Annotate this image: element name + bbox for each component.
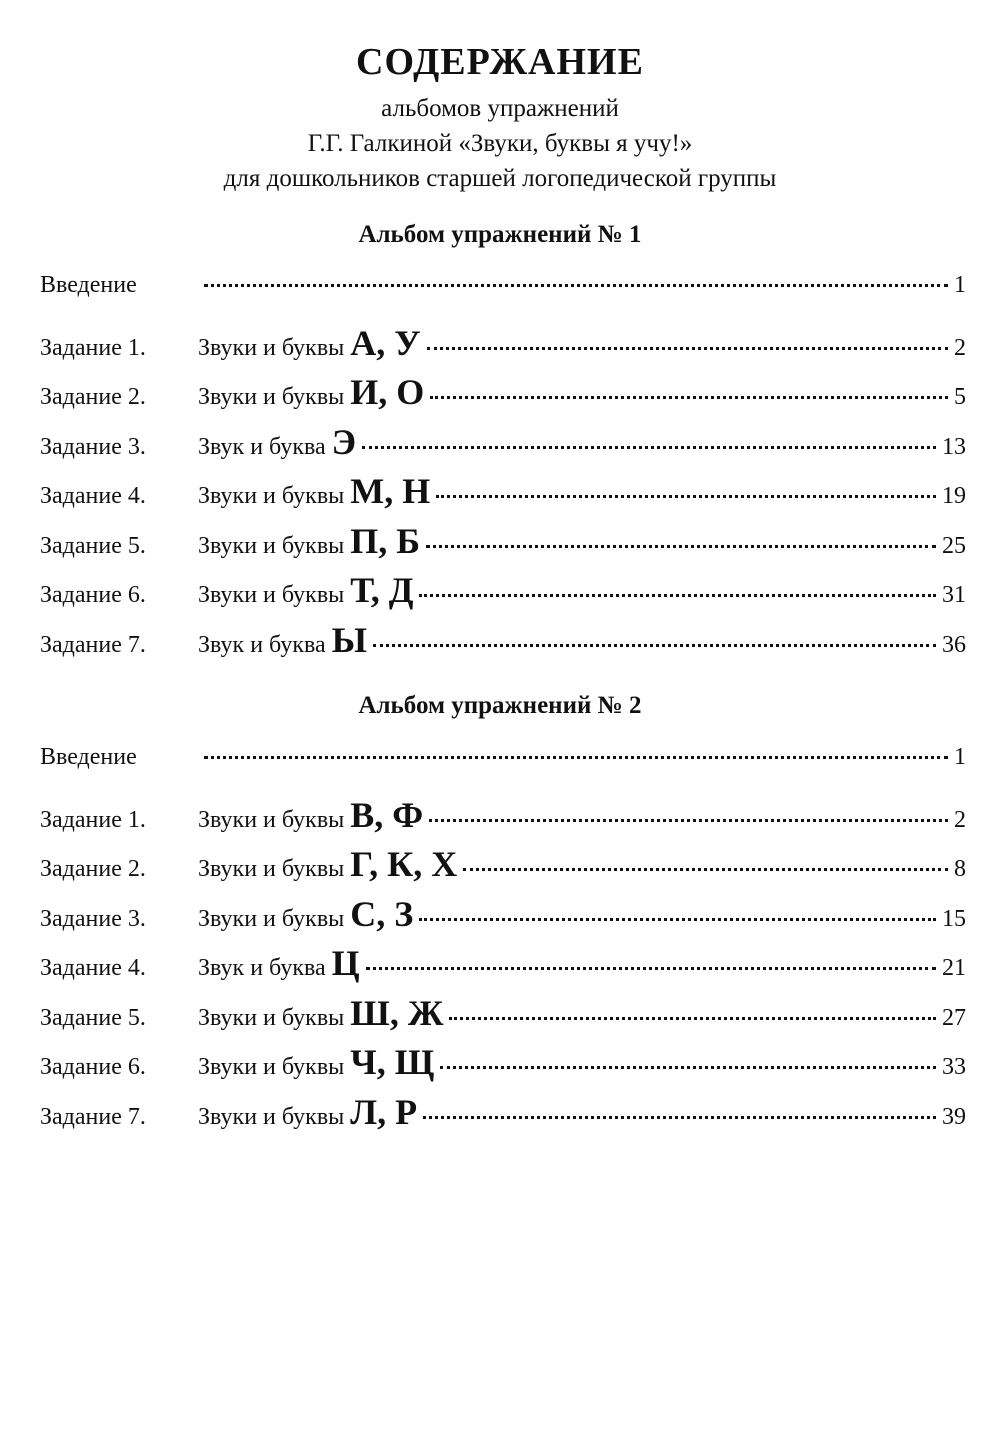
toc-entry-task: Задание 5. [40, 532, 146, 559]
toc-entry-task: Задание 1. [40, 806, 146, 833]
dot-leader [419, 918, 936, 921]
toc-entry-topic: Звуки и буквы [198, 856, 345, 882]
toc-entry-page-number: 13 [942, 433, 966, 460]
toc-entry-letters: С, З [350, 893, 414, 934]
dot-leader [429, 819, 948, 822]
toc-entry-page-number: 39 [942, 1103, 966, 1130]
toc-entry [40, 272, 966, 322]
toc-entry-letters: П, Б [350, 520, 421, 561]
toc-entry-task: Задание 2. [40, 384, 146, 410]
toc-entry-page-number: 27 [942, 1004, 966, 1031]
toc-entry-topic: Звуки и буквы [198, 384, 345, 410]
toc-entry-letters: Ы [331, 619, 368, 660]
dot-leader [440, 1066, 936, 1069]
toc-entry-page-number: 36 [942, 631, 966, 658]
toc-entry-page-number: 33 [942, 1054, 966, 1080]
toc-entry-page-number: 1 [954, 272, 966, 298]
toc-entry [40, 843, 966, 893]
toc-entry-task: Задание 5. [40, 1004, 146, 1031]
toc-entry-page-number: 15 [942, 905, 966, 932]
toc-entry-topic: Звуки и буквы [198, 582, 345, 608]
toc-entry-page-number: 25 [942, 532, 966, 559]
album-2-toc [40, 744, 966, 1140]
toc-entry-task: Задание 2. [40, 856, 146, 882]
toc-entry-topic: Звук и буква [198, 631, 326, 658]
toc-entry [40, 893, 966, 943]
toc-entry-page-number: 5 [954, 384, 966, 410]
toc-entry-page-number: 19 [942, 483, 966, 509]
album-2-heading: Альбом упражнений № 2 [358, 692, 642, 719]
album-1-toc [40, 272, 966, 668]
toc-entry [40, 470, 966, 520]
toc-entry-topic: Звуки и буквы [198, 1103, 345, 1130]
toc-entry-task: Задание 4. [40, 955, 146, 981]
toc-entry-letters: И, О [350, 372, 425, 412]
toc-entry-letters: Э [331, 421, 357, 462]
dot-leader [430, 396, 948, 399]
dot-leader [426, 545, 936, 548]
toc-entry-letters: А, У [350, 322, 421, 363]
toc-entry-task: Задание 7. [40, 1103, 146, 1130]
toc-entry [40, 421, 966, 471]
album-1-heading: Альбом упражнений № 1 [358, 221, 642, 248]
toc-entry-page-number: 2 [954, 334, 966, 361]
toc-entry-letters: Ц [331, 943, 360, 983]
dot-leader [427, 347, 948, 350]
toc-entry-page-number: 8 [954, 856, 966, 882]
toc-entry-letters: Т, Д [350, 570, 414, 610]
toc-entry-page-number: 21 [942, 955, 966, 981]
subtitle-line-3: для дошкольников старшей логопедической группы [223, 165, 777, 192]
toc-entry-page-number: 1 [954, 744, 966, 770]
toc-entry [40, 1091, 966, 1141]
dot-leader [419, 594, 936, 597]
dot-leader [373, 644, 936, 647]
toc-entry [40, 520, 966, 570]
dot-leader [463, 868, 948, 871]
toc-entry-task: Введение [40, 744, 137, 770]
subtitle-line-2: Г.Г. Галкиной «Звуки, буквы я учу!» [307, 130, 693, 157]
dot-leader [204, 284, 948, 287]
toc-entry-topic: Звуки и буквы [198, 806, 345, 833]
toc-entry [40, 794, 966, 844]
dot-leader [423, 1116, 936, 1119]
toc-entry-task: Задание 1. [40, 334, 146, 361]
dot-leader [362, 446, 936, 449]
toc-entry-letters: Ч, Щ [350, 1042, 435, 1082]
dot-leader [366, 967, 936, 970]
dot-leader [449, 1017, 936, 1020]
toc-entry-page-number: 2 [954, 806, 966, 833]
toc-entry-topic: Звуки и буквы [198, 483, 345, 509]
toc-entry-letters: М, Н [350, 471, 431, 511]
toc-entry-task: Задание 4. [40, 483, 146, 509]
toc-entry-topic: Звуки и буквы [198, 532, 345, 559]
toc-entry-task: Задание 3. [40, 905, 146, 932]
toc-entry [40, 371, 966, 421]
dot-leader [436, 495, 936, 498]
toc-entry-task: Задание 3. [40, 433, 146, 460]
toc-entry-letters: Ш, Ж [350, 992, 444, 1033]
toc-entry [40, 322, 966, 372]
toc-entry-letters: Л, Р [350, 1091, 418, 1132]
dot-leader [204, 756, 948, 759]
page-title: СОДЕРЖАНИЕ [356, 41, 644, 83]
toc-entry-topic: Звук и буква [198, 955, 326, 981]
subtitle-line-1: альбомов упражнений [381, 95, 619, 122]
toc-entry-letters: В, Ф [350, 794, 424, 835]
toc-entry-page-number: 31 [942, 582, 966, 608]
toc-entry [40, 619, 966, 669]
toc-entry [40, 942, 966, 992]
toc-entry-topic: Звуки и буквы [198, 1004, 345, 1031]
toc-entry-topic: Звуки и буквы [198, 1054, 345, 1080]
toc-entry [40, 744, 966, 794]
toc-entry-letters: Г, К, Х [350, 844, 458, 884]
toc-entry-task: Задание 6. [40, 1054, 146, 1080]
toc-entry [40, 992, 966, 1042]
toc-entry-task: Задание 7. [40, 631, 146, 658]
toc-entry-topic: Звук и буква [198, 433, 326, 460]
toc-entry-task: Задание 6. [40, 582, 146, 608]
toc-entry [40, 1041, 966, 1091]
toc-entry-topic: Звуки и буквы [198, 334, 345, 361]
toc-entry-topic: Звуки и буквы [198, 905, 345, 932]
toc-entry [40, 569, 966, 619]
toc-entry-task: Введение [40, 272, 137, 298]
